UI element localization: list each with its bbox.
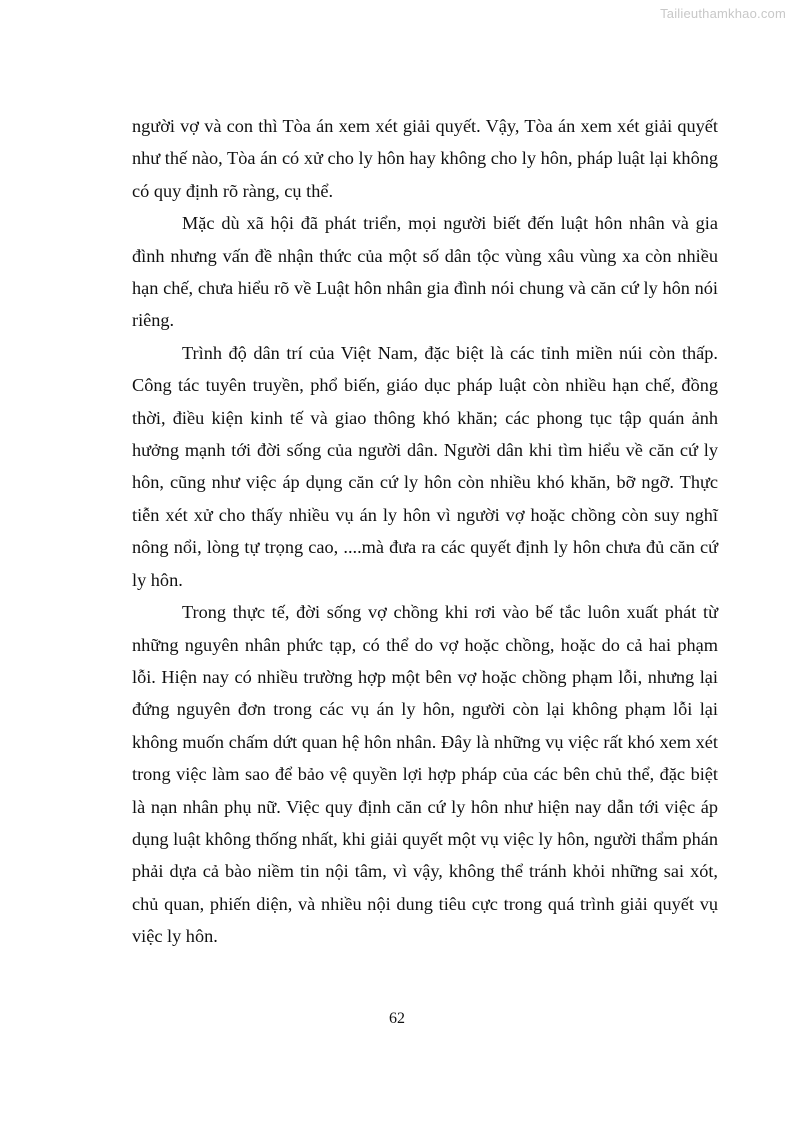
document-body: [132, 110, 718, 953]
paragraph-3: Trình độ dân trí của Việt Nam, đặc biệt là các tỉnh miền núi còn thấp. Công tác tuyên truyền, phổ biến, giáo dục pháp luật còn nhiều hạn chế, đồng thời, điều kiện kinh tế và giao thông khó khăn; các phong tục tập quán ảnh hưởng mạnh tới đời sống của người dân. Người dân khi tìm hiểu về căn cứ ly hôn, cũng như việc áp dụng căn cứ ly hôn còn nhiều khó khăn, bỡ ngỡ. Thực tiễn xét xử cho thấy nhiều vụ án ly hôn vì người vợ hoặc chồng còn suy nghĩ nông nổi, lòng tự trọng cao, ....mà đưa ra các quyết định ly hôn chưa đủ căn cứ ly hôn.: [132, 342, 718, 590]
paragraph-2: Mặc dù xã hội đã phát triển, mọi người biết đến luật hôn nhân và gia đình nhưng vấn đề nhận thức của một số dân tộc vùng xâu vùng xa còn nhiều hạn chế, chưa hiểu rõ về Luật hôn nhân gia đình nói chung và căn cứ ly hôn nói riêng.: [132, 213, 718, 331]
page-number: 62: [389, 1010, 405, 1027]
paragraph-1: người vợ và con thì Tòa án xem xét giải quyết. Vậy, Tòa án xem xét giải quyết như thế nào, Tòa án có xử cho ly hôn hay không cho ly hôn, pháp luật lại không có quy định rõ ràng, cụ thể.: [132, 116, 718, 201]
paragraph-4: Trong thực tế, đời sống vợ chồng khi rơi vào bế tắc luôn xuất phát từ những nguyên nhân phức tạp, có thể do vợ hoặc chồng, hoặc do cả hai phạm lỗi. Hiện nay có nhiều trường hợp một bên vợ hoặc chồng phạm lỗi, nhưng lại đứng nguyên đơn trong các vụ án ly hôn, người còn lại không phạm lỗi lại không muốn chấm dứt quan hệ hôn nhân. Đây là những vụ việc rất khó xem xét trong việc làm sao để bảo vệ quyền lợi hợp pháp của các bên chủ thể, đặc biệt là nạn nhân phụ nữ. Việc quy định căn cứ ly hôn như hiện nay dẫn tới việc áp dụng luật không thống nhất, khi giải quyết một vụ việc ly hôn, người thẩm phán phải dựa cả bào niềm tin nội tâm, vì vậy, không thể tránh khỏi những sai xót, chủ quan, phiến diện, và nhiều nội dung tiêu cực trong quá trình giải quyết vụ việc ly hôn.: [132, 602, 718, 947]
watermark-text: Tailieuthamkhao.com: [660, 6, 786, 21]
